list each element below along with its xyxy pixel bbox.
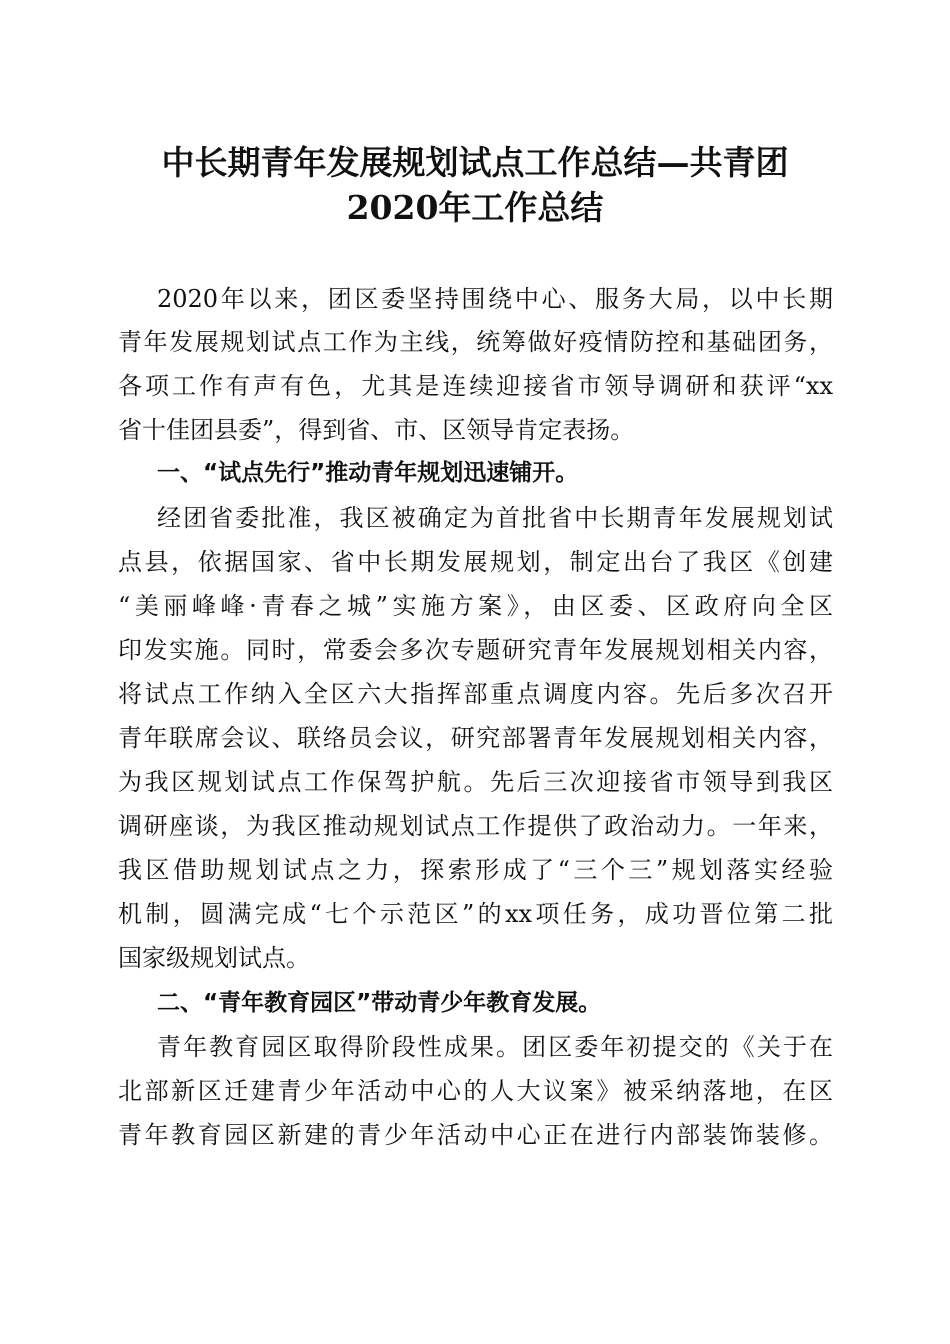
section-1-line: 调研座谈，为我区推动规划试点工作提供了政治动力。一年来， (118, 812, 833, 840)
section-1-line: 我区借助规划试点之力，探索形成了“三个三”规划落实经验 (118, 856, 833, 884)
section-1-line: 为我区规划试点工作保驾护航。先后三次迎接省市领导到我区 (118, 768, 833, 796)
section-1-line: “美丽峰峰·青春之城”实施方案》，由区委、区政府向全区 (118, 592, 833, 620)
section-1-line: 机制，圆满完成“七个示范区”的xx项任务，成功晋位第二批 (118, 900, 833, 928)
section-1-heading: 一、“试点先行”推动青年规划迅速铺开。 (157, 460, 579, 486)
document-title-line-2: 2020年工作总结 (346, 188, 604, 227)
section-2-line: 青年教育园区新建的青少年活动中心正在进行内部装饰装修。 (118, 1121, 833, 1149)
section-2-line: 北部新区迁建青少年活动中心的人大议案》被采纳落地，在区 (118, 1077, 833, 1105)
section-1-line: 国家级规划试点。 (118, 944, 310, 972)
section-1-line: 点县，依据国家、省中长期发展规划，制定出台了我区《创建 (118, 548, 833, 576)
section-2-line: 青年教育园区取得阶段性成果。团区委年初提交的《关于在 (157, 1033, 833, 1061)
document-title-line-1: 中长期青年发展规划试点工作总结—共青团 (161, 143, 789, 182)
section-1-line: 经团省委批准，我区被确定为首批省中长期青年发展规划试 (157, 504, 833, 532)
intro-line: 省十佳团县委”，得到省、市、区领导肯定表扬。 (118, 416, 635, 444)
intro-line: 2020年以来，团区委坚持围绕中心、服务大局，以中长期 (157, 285, 833, 313)
section-2-heading: 二、“青年教育园区”带动青少年教育发展。 (157, 990, 602, 1016)
section-1-line: 青年联席会议、联络员会议，研究部署青年发展规划相关内容， (118, 724, 833, 752)
section-1-line: 将试点工作纳入全区六大指挥部重点调度内容。先后多次召开 (118, 680, 833, 708)
intro-line: 青年发展规划试点工作为主线，统筹做好疫情防控和基础团务， (118, 328, 833, 356)
intro-line: 各项工作有声有色，尤其是连续迎接省市领导调研和获评“xx (118, 372, 833, 400)
section-1-line: 印发实施。同时，常委会多次专题研究青年发展规划相关内容， (118, 636, 833, 664)
